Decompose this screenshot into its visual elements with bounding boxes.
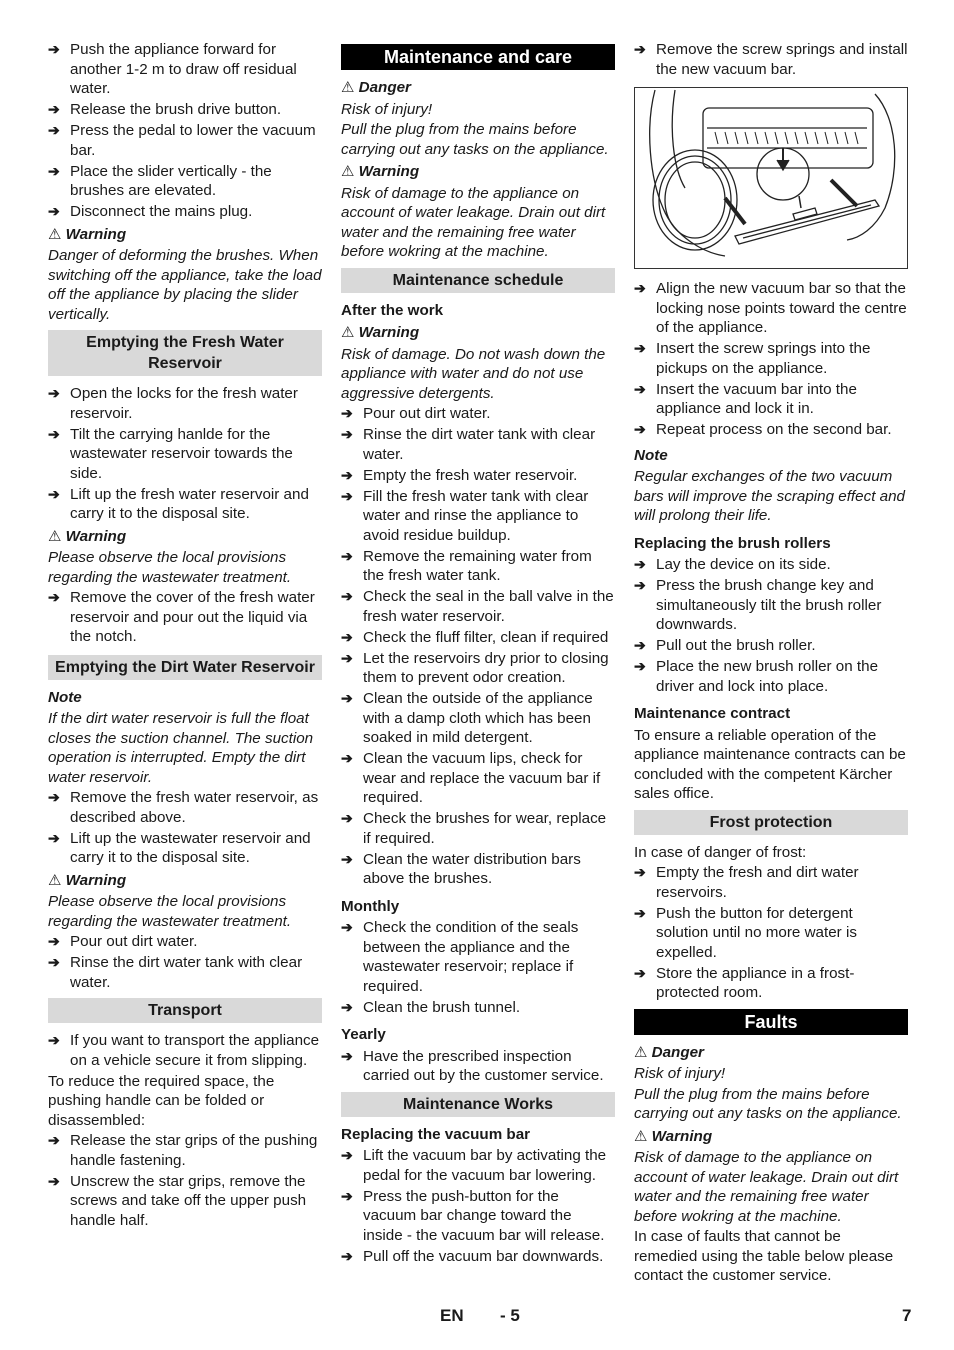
warning-heading: ⚠ Warning — [341, 324, 420, 341]
list-item-text: Press the push-button for the vacuum bar change toward the inside - the vacuum bar will release. — [363, 1187, 605, 1244]
step-list-transport-b — [48, 1131, 322, 1230]
arrow-icon: ➔ — [48, 789, 60, 805]
arrow-icon: ➔ — [634, 280, 646, 296]
contract-text: To ensure a reliable operation of the appliance maintenance contracts can be concluded with the competent Kärcher sales office. — [634, 726, 906, 802]
list-item-text: Place the slider vertically - the brushes are elevated. — [70, 162, 272, 199]
list-item — [48, 953, 322, 992]
arrow-icon: ➔ — [48, 162, 60, 179]
list-item — [48, 1031, 322, 1070]
list-item — [634, 420, 908, 440]
list-item-text: Clean the vacuum lips, check for wear and replace the vacuum bar if required. — [363, 750, 601, 806]
arrow-icon: ➔ — [341, 588, 353, 604]
warning-heading: ⚠ Warning — [341, 163, 420, 180]
arrow-icon: ➔ — [341, 690, 353, 706]
list-item — [341, 1146, 615, 1185]
arrow-icon: ➔ — [48, 425, 60, 442]
arrow-icon: ➔ — [48, 101, 60, 117]
list-item — [341, 628, 615, 648]
list-item — [341, 587, 615, 626]
subheading-yearly: Yearly — [341, 1026, 386, 1043]
list-item-text: Repeat process on the second bar. — [656, 421, 892, 438]
frost-text: In case of danger of frost: — [634, 843, 807, 861]
arrow-icon: ➔ — [48, 933, 60, 949]
step-list-brush — [634, 555, 908, 696]
arrow-icon: ➔ — [634, 658, 646, 674]
list-item — [634, 279, 908, 338]
arrow-icon: ➔ — [48, 1132, 60, 1148]
list-item — [634, 40, 908, 79]
list-item-text: Lift up the wastewater reservoir and carry it to the disposal site. — [70, 829, 311, 866]
warning-text: Risk of damage. Do not wash down the appliance with water and do not use aggressive detergents. — [341, 345, 606, 402]
arrow-icon: ➔ — [48, 41, 60, 57]
arrow-icon: ➔ — [341, 1187, 353, 1204]
step-list-a — [48, 40, 322, 222]
note-heading: Note — [48, 688, 82, 706]
list-item-text: Have the prescribed inspection carried out by the customer service. — [363, 1047, 604, 1084]
faults-text: In case of faults that cannot be remedied using the table below please contact the customer service. — [634, 1228, 894, 1284]
arrow-icon: ➔ — [48, 829, 60, 846]
chapter-heading-maintenance: Maintenance and care — [341, 44, 615, 70]
arrow-icon: ➔ — [341, 649, 353, 666]
list-item-text: Empty the fresh water reservoir. — [363, 466, 578, 484]
list-item — [48, 100, 322, 120]
list-item — [48, 384, 322, 423]
arrow-icon: ➔ — [48, 485, 60, 502]
list-item — [634, 636, 908, 656]
warning-icon: ⚠ — [341, 79, 355, 96]
list-item — [341, 1247, 615, 1267]
warning-icon: ⚠ — [634, 1043, 648, 1061]
list-item — [634, 576, 908, 635]
list-item-text: Open the locks for the fresh water reservoir. — [70, 385, 298, 422]
section-heading-fresh-water: Emptying the Fresh Water Reservoir — [48, 330, 322, 376]
list-item — [341, 466, 615, 486]
arrow-icon: ➔ — [48, 1172, 60, 1189]
warning-text: Risk of damage to the appliance on account of water leakage. Drain out dirt water and the remaining free water before wokring at the machine. — [634, 1149, 899, 1225]
step-list-after-work — [341, 404, 615, 889]
list-item — [48, 788, 322, 827]
step-list-frost — [634, 863, 908, 1003]
list-item — [634, 964, 908, 1003]
list-item-text: Remove the remaining water from the fresh water tank. — [363, 547, 592, 584]
step-list-transport — [48, 1031, 322, 1070]
list-item-text: Press the pedal to lower the vacuum bar. — [70, 122, 316, 159]
footer-page-number: 7 — [902, 1306, 912, 1325]
column-left — [48, 40, 322, 1232]
arrow-icon: ➔ — [48, 385, 60, 401]
list-item — [634, 380, 908, 419]
danger-text-2: Pull the plug from the mains before carrying out any tasks on the appliance. — [634, 1085, 902, 1122]
subheading-vacuum-bar: Replacing the vacuum bar — [341, 1125, 531, 1143]
arrow-icon: ➔ — [48, 1032, 60, 1048]
list-item — [48, 1172, 322, 1231]
list-item — [341, 547, 615, 586]
list-item-text: Clean the water distribution bars above the brushes. — [363, 850, 581, 887]
step-list-dirt — [48, 788, 322, 868]
arrow-icon: ➔ — [48, 954, 60, 970]
danger-text-1: Risk of injury! — [341, 100, 433, 118]
warning-icon: ⚠ — [341, 324, 355, 341]
list-item-text: Disconnect the mains plug. — [70, 203, 253, 220]
arrow-icon: ➔ — [48, 203, 60, 219]
step-list-c3b — [634, 279, 908, 440]
list-item-text: Check the fluff filter, clean if required — [363, 628, 609, 646]
list-item — [341, 809, 615, 848]
list-item-text: Let the reservoirs dry prior to closing them to prevent odor creation. — [363, 649, 609, 686]
list-item — [48, 162, 322, 201]
warning-heading: ⚠ Warning — [48, 225, 127, 243]
danger-heading: ⚠ Danger — [634, 1043, 704, 1061]
warning-icon: ⚠ — [341, 163, 355, 180]
arrow-icon: ➔ — [341, 1047, 353, 1064]
arrow-icon: ➔ — [634, 380, 646, 397]
arrow-icon: ➔ — [341, 405, 353, 421]
list-item — [634, 657, 908, 696]
arrow-icon: ➔ — [634, 556, 646, 572]
list-item-text: Release the star grips of the pushing handle fastening. — [70, 1132, 318, 1169]
danger-heading: ⚠ Danger — [341, 79, 411, 96]
list-item — [341, 1047, 615, 1086]
section-heading-frost: Frost protection — [634, 810, 908, 835]
vacuum-bar-illustration — [634, 87, 908, 269]
warning-heading: ⚠ Warning — [48, 871, 127, 889]
list-item — [634, 339, 908, 378]
list-item-text: Remove the screw springs and install the new vacuum bar. — [656, 41, 908, 78]
arrow-icon: ➔ — [341, 919, 353, 935]
list-item-text: Check the seal in the ball valve in the fresh water reservoir. — [363, 588, 614, 625]
list-item-text: Tilt the carrying hanlde for the wastewater reservoir towards the side. — [70, 425, 293, 482]
arrow-icon: ➔ — [341, 750, 353, 766]
arrow-icon: ➔ — [341, 1147, 353, 1163]
arrow-icon: ➔ — [634, 904, 646, 921]
section-heading-works: Maintenance Works — [341, 1092, 615, 1117]
list-item — [48, 932, 322, 952]
arrow-icon: ➔ — [634, 577, 646, 593]
step-list-dirt-b — [48, 932, 322, 992]
section-heading-transport: Transport — [48, 998, 322, 1023]
list-item-text: Unscrew the star grips, remove the screws and take off the upper push handle half. — [70, 1172, 307, 1229]
warning-text: Please observe the local provisions regarding the wastewater treatment. — [48, 893, 292, 930]
step-list-yearly — [341, 1047, 615, 1086]
list-item-text: Clean the outside of the appliance with a damp cloth which has been soaked in mild detergent. — [363, 690, 593, 746]
list-item — [341, 404, 615, 424]
list-item-text: Align the new vacuum bar so that the locking nose points toward the centre of the appliance. — [656, 280, 907, 336]
step-list-fresh-b — [48, 588, 322, 647]
list-item-text: Press the brush change key and simultaneously tilt the brush roller downwards. — [656, 577, 882, 633]
list-item-text: Pull off the vacuum bar downwards. — [363, 1247, 604, 1265]
list-item-text: Lift the vacuum bar by activating the pedal for the vacuum bar lowering. — [363, 1147, 607, 1184]
list-item — [341, 689, 615, 748]
list-item-text: Check the brushes for wear, replace if required. — [363, 810, 607, 847]
list-item-text: If you want to transport the appliance on a vehicle secure it from slipping. — [70, 1032, 320, 1069]
arrow-icon: ➔ — [341, 628, 353, 645]
arrow-icon: ➔ — [48, 589, 60, 605]
warning-icon: ⚠ — [48, 871, 62, 889]
section-heading-dirt-water: Emptying the Dirt Water Reservoir — [48, 655, 322, 680]
list-item — [341, 649, 615, 688]
list-item-text: Fill the fresh water tank with clear water and rinse the appliance to avoid residue buildup. — [363, 487, 589, 544]
list-item — [48, 202, 322, 222]
list-item — [634, 555, 908, 575]
arrow-icon: ➔ — [341, 426, 353, 442]
list-item-text: Rinse the dirt water tank with clear water. — [363, 426, 596, 463]
arrow-icon: ➔ — [341, 466, 353, 483]
step-list-vacuum — [341, 1146, 615, 1266]
arrow-icon: ➔ — [341, 810, 353, 826]
arrow-icon: ➔ — [341, 1247, 353, 1264]
list-item-text: Pour out dirt water. — [363, 405, 491, 422]
subheading-brush-rollers: Replacing the brush rollers — [634, 534, 831, 552]
arrow-icon: ➔ — [48, 122, 60, 138]
footer-language: EN — [440, 1306, 464, 1325]
arrow-icon: ➔ — [634, 637, 646, 653]
step-list-c3a — [634, 40, 908, 79]
arrow-icon: ➔ — [634, 964, 646, 981]
list-item-text: Lift up the fresh water reservoir and carry it to the disposal site. — [70, 485, 309, 522]
arrow-icon: ➔ — [634, 421, 646, 437]
note-heading: Note — [634, 446, 668, 464]
list-item-text: Pull out the brush roller. — [656, 637, 816, 654]
list-item — [341, 487, 615, 546]
list-item — [48, 485, 322, 524]
list-item — [634, 863, 908, 902]
column-right — [634, 40, 908, 1287]
section-heading-schedule: Maintenance schedule — [341, 268, 615, 293]
list-item-text: Push the appliance forward for another 1-2 m to draw off residual water. — [70, 41, 297, 97]
list-item — [341, 850, 615, 889]
warning-text: Danger of deforming the brushes. When switching off the appliance, take the load off the appliance by placing the slider vertically. — [48, 247, 322, 323]
warning-text: Risk of damage to the appliance on account of water leakage. Drain out dirt water and the remaining free water before wokring at the machine. — [341, 184, 606, 260]
list-item-text: Remove the fresh water reservoir, as described above. — [70, 789, 319, 826]
list-item-text: Store the appliance in a frost-protected room. — [656, 964, 855, 1001]
arrow-icon: ➔ — [341, 547, 353, 564]
step-list-monthly — [341, 918, 615, 1017]
vacuum-bar-drawing — [635, 88, 907, 268]
danger-text-1: Risk of injury! — [634, 1065, 726, 1082]
arrow-icon: ➔ — [341, 998, 353, 1015]
list-item — [48, 588, 322, 647]
warning-text: Please observe the local provisions regarding the wastewater treatment. — [48, 549, 292, 586]
warning-icon: ⚠ — [48, 527, 62, 545]
chapter-heading-faults: Faults — [634, 1009, 908, 1035]
warning-icon: ⚠ — [48, 225, 62, 243]
list-item — [341, 918, 615, 996]
list-item — [48, 829, 322, 868]
list-item-text: Pour out dirt water. — [70, 933, 198, 950]
list-item-text: Clean the brush tunnel. — [363, 998, 521, 1016]
note-text: Regular exchanges of the two vacuum bars will improve the scraping effect and will prolong their life. — [634, 468, 905, 524]
list-item — [48, 1131, 322, 1170]
list-item-text: Insert the screw springs into the pickups on the appliance. — [656, 340, 871, 377]
list-item-text: Place the new brush roller on the driver and lock into place. — [656, 658, 879, 695]
list-item — [48, 425, 322, 484]
list-item — [48, 40, 322, 99]
list-item-text: Remove the cover of the fresh water reservoir and pour out the liquid via the notch. — [70, 589, 315, 645]
subheading-after-work: After the work — [341, 301, 444, 319]
subheading-monthly: Monthly — [341, 897, 400, 915]
footer-page-sub: - 5 — [500, 1306, 520, 1325]
step-list-fresh — [48, 384, 322, 524]
warning-heading: ⚠ Warning — [634, 1127, 713, 1145]
list-item-text: Insert the vacuum bar into the appliance and lock it in. — [656, 380, 857, 417]
list-item — [634, 904, 908, 963]
list-item — [341, 998, 615, 1018]
arrow-icon: ➔ — [341, 487, 353, 504]
column-middle — [341, 44, 615, 1268]
arrow-icon: ➔ — [634, 41, 646, 57]
arrow-icon: ➔ — [341, 850, 353, 867]
warning-heading: ⚠ Warning — [48, 527, 127, 545]
danger-text-2: Pull the plug from the mains before carrying out any tasks on the appliance. — [341, 121, 609, 158]
list-item-text: Push the button for detergent solution until no more water is expelled. — [656, 904, 857, 961]
list-item-text: Empty the fresh and dirt water reservoirs. — [656, 864, 859, 901]
note-text: If the dirt water reservoir is full the float closes the suction channel. The suction operation is interrupted. Empty the dirt water reservoir. — [48, 710, 314, 786]
list-item-text: Lay the device on its side. — [656, 556, 831, 573]
arrow-icon: ➔ — [634, 340, 646, 356]
list-item-text: Rinse the dirt water tank with clear water. — [70, 954, 303, 991]
arrow-icon: ➔ — [634, 864, 646, 880]
transport-text: To reduce the required space, the pushing handle can be folded or disassembled: — [48, 1072, 275, 1129]
list-item — [341, 1187, 615, 1246]
list-item — [48, 121, 322, 160]
subheading-contract: Maintenance contract — [634, 705, 791, 722]
list-item — [341, 749, 615, 808]
list-item — [341, 425, 615, 464]
list-item-text: Check the condition of the seals between the appliance and the wastewater reservoir; replace if required. — [363, 919, 579, 995]
list-item-text: Release the brush drive button. — [70, 101, 282, 118]
warning-icon: ⚠ — [634, 1127, 648, 1145]
